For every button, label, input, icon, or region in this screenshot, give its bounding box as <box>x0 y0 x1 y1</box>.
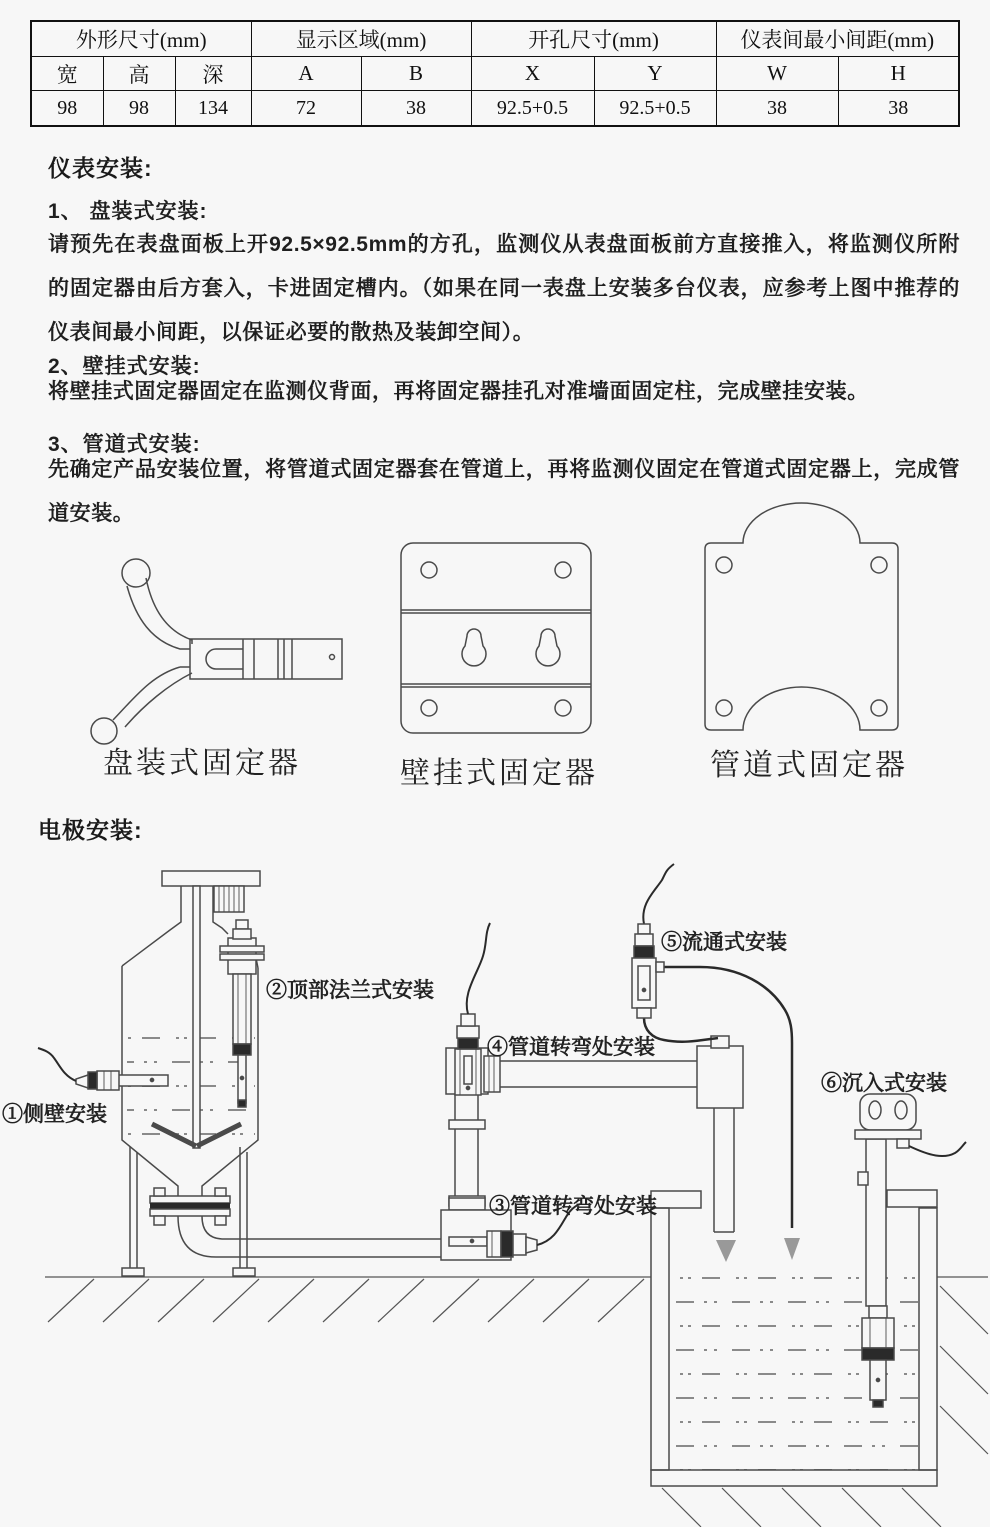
spec-value-w: 38 <box>716 91 838 127</box>
label-submersion-install: ⑥沉入式安装 <box>821 1072 947 1095</box>
meter-install-heading: 仪表安装: <box>48 155 153 181</box>
spec-col-a: A <box>251 57 361 91</box>
tank <box>122 871 447 1276</box>
spec-value-height: 98 <box>103 91 175 127</box>
step2-title: 2、壁挂式安装: <box>48 355 201 378</box>
step1-title: 1、 盘装式安装: <box>48 200 208 223</box>
panel-fixture-label: 盘装式固定器 <box>103 747 301 780</box>
label-side-wall-install: ①侧壁安装 <box>2 1103 107 1126</box>
spec-col-h: H <box>838 57 959 91</box>
spec-value-x: 92.5+0.5 <box>471 91 594 127</box>
label-flow-through-install: ⑤流通式安装 <box>661 931 787 954</box>
spec-value-depth: 134 <box>175 91 251 127</box>
wall-fixture-label: 壁挂式固定器 <box>400 757 598 790</box>
electrode-install-heading: 电极安装: <box>38 817 143 843</box>
spec-group-min-spacing: 仪表间最小间距(mm) <box>716 21 959 57</box>
pipe-fixture-label: 管道式固定器 <box>710 749 908 782</box>
right-tee <box>697 1036 743 1262</box>
spec-col-b: B <box>361 57 471 91</box>
spec-value-h: 38 <box>838 91 959 127</box>
spec-table-group-row <box>31 21 959 57</box>
spec-group-cutout: 开孔尺寸(mm) <box>471 21 716 57</box>
step3-title: 3、管道式安装: <box>48 433 201 456</box>
spec-col-w: W <box>716 57 838 91</box>
spec-value-width: 98 <box>31 91 103 127</box>
spec-value-a: 72 <box>251 91 361 127</box>
spec-col-height: 高 <box>103 57 175 91</box>
step3-body: 先确定产品安装位置，将管道式固定器套在管道上，再将监测仪固定在管道式固定器上，完成管道安装。 <box>48 458 960 525</box>
spec-group-dimensions: 外形尺寸(mm) <box>31 21 251 57</box>
label-top-flange-install: ②顶部法兰式安装 <box>266 979 434 1002</box>
spec-col-y: Y <box>594 57 716 91</box>
wall-fixture-diagram <box>398 540 598 740</box>
step2-body: 将壁挂式固定器固定在监测仪背面，再将固定器挂孔对准墙面固定柱，完成壁挂安装。 <box>48 380 869 403</box>
pipe-fixture-diagram <box>695 495 910 745</box>
spec-col-x: X <box>471 57 594 91</box>
spec-value-b: 38 <box>361 91 471 127</box>
label-pipe-bend-top-install: ④管道转弯处安装 <box>487 1036 655 1059</box>
spec-table-subheader-row <box>31 57 959 91</box>
panel-fixture-diagram <box>40 545 360 740</box>
label-pipe-bend-bottom-install: ③管道转弯处安装 <box>489 1195 657 1218</box>
spec-table-value-row <box>31 91 959 127</box>
step1-body: 请预先在表盘面板上开92.5×92.5mm的方孔，监测仪从表盘面板前方直接推入，将监测仪所附的固定器由后方套入，卡进固定槽内。（如果在同一表盘上安装多台仪表，应参考上图中推荐的仪表间最小间距，以保证必要的散热及装卸空间）。 <box>48 233 960 344</box>
spec-col-depth: 深 <box>175 57 251 91</box>
spec-group-display-area: 显示区域(mm) <box>251 21 471 57</box>
spec-value-y: 92.5+0.5 <box>594 91 716 127</box>
spec-col-width: 宽 <box>31 57 103 91</box>
spec-table <box>30 20 960 127</box>
